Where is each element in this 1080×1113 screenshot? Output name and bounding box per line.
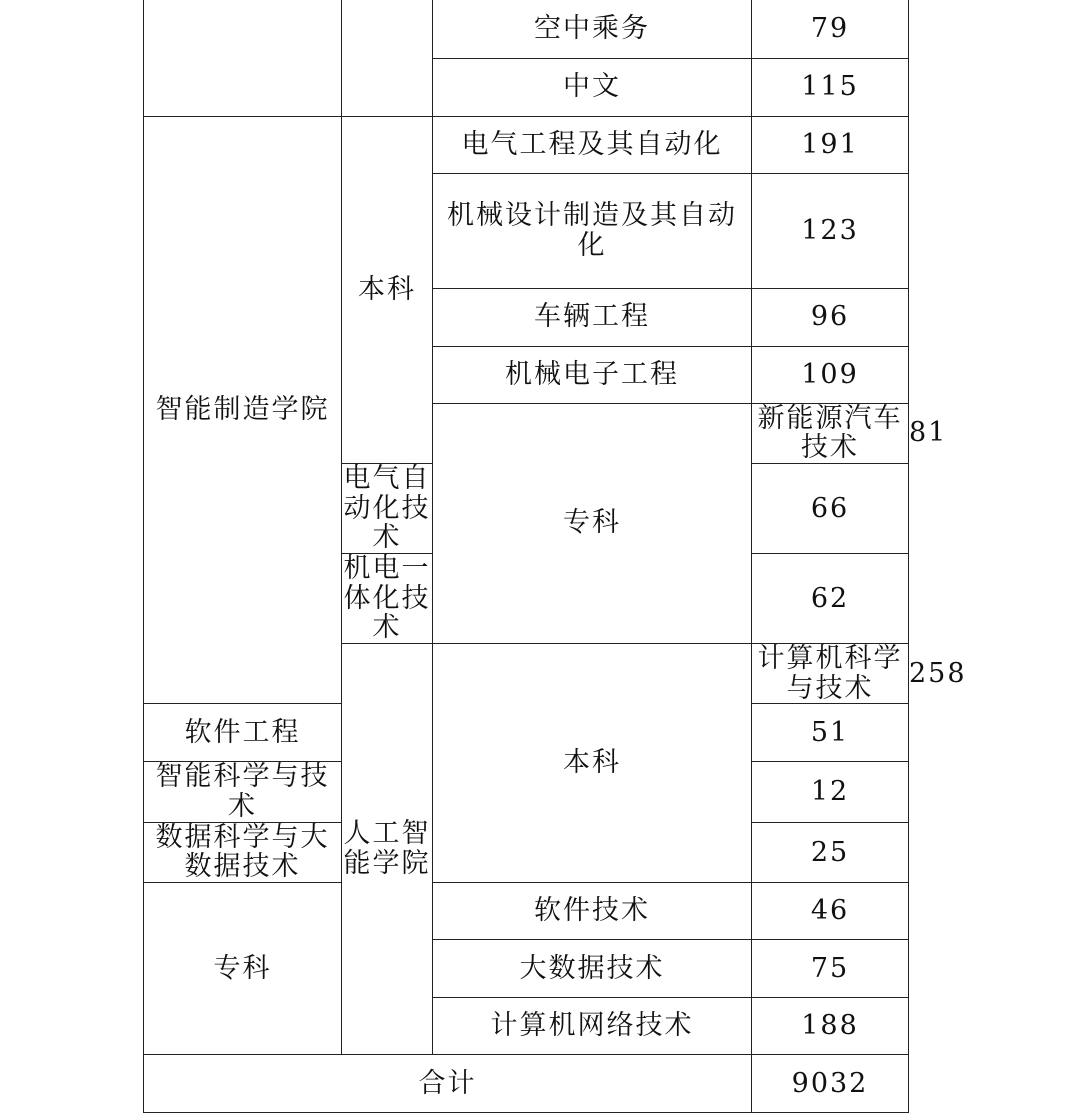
major-cell: 大数据技术 xyxy=(433,940,752,998)
major-cell: 计算机网络技术 xyxy=(433,998,752,1055)
level-cell: 本科 xyxy=(342,116,433,463)
count-cell: 66 xyxy=(752,463,909,553)
count-cell: 188 xyxy=(752,998,909,1055)
table-row xyxy=(144,0,909,58)
total-value: 9032 xyxy=(752,1055,909,1113)
count-cell: 109 xyxy=(752,346,909,403)
major-cell: 电气工程及其自动化 xyxy=(433,116,752,173)
major-cell: 数据科学与大数据技术 xyxy=(144,822,342,882)
enrollment-table xyxy=(143,0,967,1113)
major-cell: 中文 xyxy=(433,58,752,116)
major-cell: 机电一体化技术 xyxy=(343,552,431,644)
total-row xyxy=(144,1055,909,1113)
count-cell: 79 xyxy=(752,0,909,58)
table-row: 人工智能学院 本科 计算机科学与技术 258 xyxy=(144,644,909,704)
count-cell: 46 xyxy=(752,883,909,940)
major-cell: 电气自动化技术 xyxy=(343,462,431,554)
major-cell: 空中乘务 xyxy=(433,0,752,58)
level-cell xyxy=(342,0,433,116)
level-cell: 专科 xyxy=(144,883,342,1055)
count-cell: 12 xyxy=(752,762,909,822)
major-cell: 软件技术 xyxy=(433,883,752,940)
major-cell: 车辆工程 xyxy=(433,288,752,346)
count-cell: 62 xyxy=(752,553,909,643)
count-cell: 123 xyxy=(752,173,909,288)
major-cell: 软件工程 xyxy=(144,704,342,762)
level-cell: 专科 xyxy=(433,403,752,644)
table-row: 专科 新能源汽车技术 81 xyxy=(144,403,909,463)
count-cell: 115 xyxy=(752,58,909,116)
major-cell: 计算机科学与技术 xyxy=(752,644,909,704)
total-label: 合计 xyxy=(144,1055,752,1113)
college-cell: 人工智能学院 xyxy=(342,644,433,1055)
major-cell: 智能科学与技术 xyxy=(144,762,342,822)
college-cell: 智能制造学院 xyxy=(144,116,342,704)
count-cell: 25 xyxy=(752,822,909,882)
major-cell: 机械设计制造及其自动化 xyxy=(433,173,752,288)
count-cell: 191 xyxy=(752,116,909,173)
count-cell: 51 xyxy=(752,704,909,762)
major-cell: 新能源汽车技术 xyxy=(752,403,909,463)
table-row xyxy=(144,883,909,940)
level-cell: 本科 xyxy=(433,644,752,883)
table-row xyxy=(144,116,909,173)
count-cell: 75 xyxy=(752,940,909,998)
college-cell xyxy=(144,0,342,116)
major-cell: 机械电子工程 xyxy=(433,346,752,403)
count-cell: 96 xyxy=(752,288,909,346)
